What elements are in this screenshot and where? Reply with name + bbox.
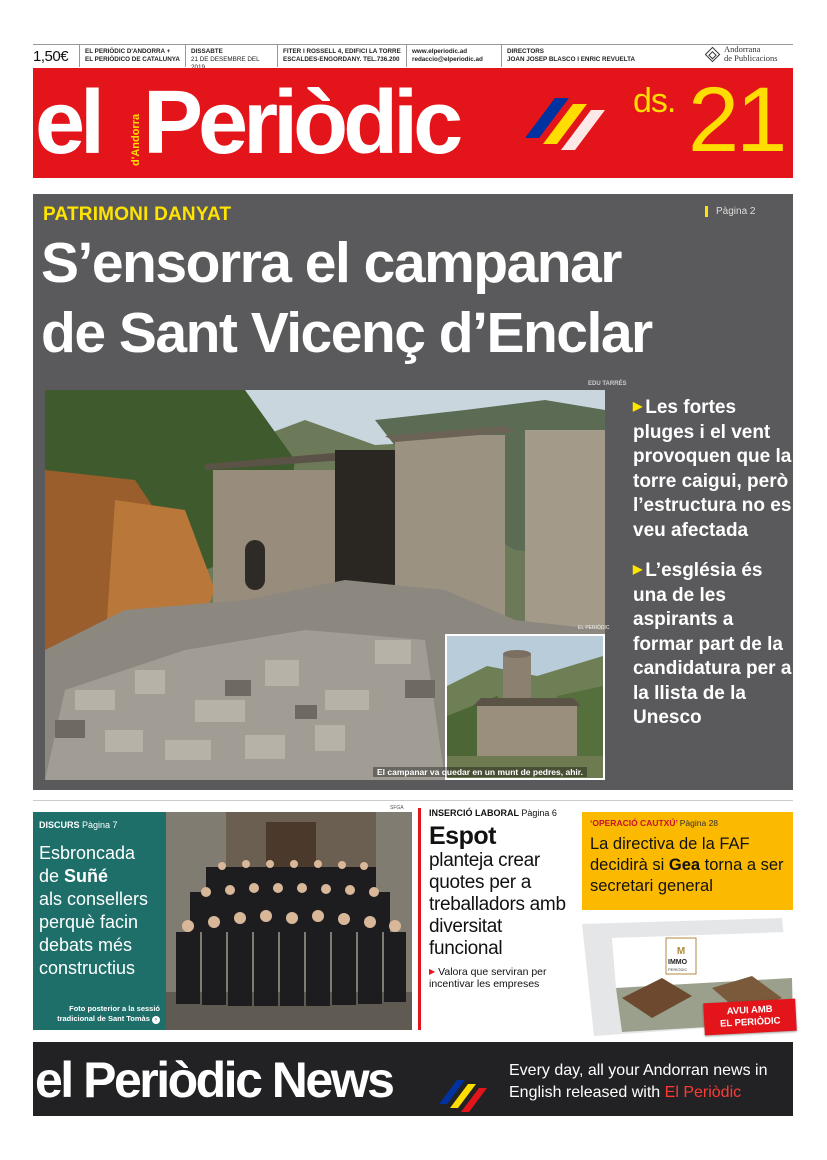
employment-headline: planteja crear quotes per a treballadors amb diversitat funcional	[429, 850, 566, 959]
weekday: ds.	[633, 82, 676, 120]
masthead-info-strip	[33, 44, 793, 66]
lead-bullet: ▶ L’església és una de les aspirants a formar part de la candidatura per a la llista de la Unesco	[633, 560, 792, 728]
news-brand: el Periòdic News	[35, 1052, 393, 1108]
lead-page-ref: Pàgina 2	[705, 206, 755, 217]
website-link[interactable]: www.elperiodic.ad	[412, 48, 468, 55]
supplement-badge: AVUI AMB EL PERIÒDIC	[703, 999, 797, 1036]
flag-slashes-icon	[439, 1080, 489, 1114]
price: 1,50€	[33, 48, 69, 65]
masthead	[33, 68, 793, 178]
immo-title: IMMO	[668, 959, 688, 966]
triangle-icon: ▶	[633, 562, 643, 576]
directors-info: DIRECTORS JOAN JOSEP BLASCO I ENRIC REVUELTA	[501, 45, 701, 67]
employment-label: INSERCIÓ LABORAL Pàgina 6	[429, 808, 557, 818]
section-divider	[33, 800, 793, 801]
speech-headline: Esbroncada de Suñé als consellers perquè facin debats més constructius	[39, 843, 149, 978]
employment-story[interactable]	[418, 808, 578, 1030]
lead-headline[interactable]: S’ensorra el campanar de Sant Vicenç d’Enclar	[41, 231, 652, 365]
faf-story[interactable]	[582, 812, 793, 910]
publisher-diamond-icon	[705, 46, 721, 62]
inset-photo-credit: EL PERIÒDIC	[578, 625, 610, 631]
lead-kicker: PATRIMONI DANYAT	[43, 204, 232, 225]
masthead-name: Periòdic	[143, 73, 459, 173]
lead-photo-credit: EDU TARRÉS	[588, 381, 627, 387]
council-group-photo	[166, 812, 412, 1030]
masthead-dandorra: d'Andorra	[130, 113, 142, 166]
svg-text:M: M	[676, 946, 686, 957]
lead-caption: El campanar va quedar en un munt de pedres, ahir.	[373, 767, 587, 777]
faf-headline: La directiva de la FAF decidirà si Gea torna a ser secretari general	[590, 835, 784, 895]
edition-info: EL PERIÒDIC D'ANDORRA + EL PERIÒDICO DE CATALUNYA	[79, 45, 185, 67]
day-number: 21	[688, 69, 785, 171]
triangle-icon: ▶	[429, 967, 436, 976]
news-tagline: Every day, all your Andorran news in English released with El Periòdic	[509, 1062, 768, 1101]
group-photo-credit: SFGA	[390, 805, 404, 811]
lead-bullets	[633, 394, 793, 745]
email-link[interactable]: redaccio@elperiodic.ad	[412, 56, 483, 63]
immo-subtitle: PERIÒDIC	[668, 967, 688, 972]
employment-subhead: ▶ Valora que serviran per incentivar les empreses	[429, 966, 547, 990]
speech-caption: Foto posterior a la sessió tradicional de Sant Tomàs ›	[57, 1004, 160, 1023]
employment-headline-name: Espot	[429, 822, 496, 850]
speech-label: DISCURS Pàgina 7	[39, 820, 118, 830]
speech-story[interactable]	[33, 812, 166, 1030]
masthead-el: el	[35, 73, 101, 173]
flag-slashes-icon	[525, 98, 605, 158]
bell-tower-before-photo	[445, 634, 605, 780]
faf-label: ‘OPERACIÓ CAUTXÚ’ Pàgina 28	[590, 818, 719, 828]
periodic-news-banner[interactable]	[33, 1042, 793, 1116]
arrow-right-icon: ›	[152, 1016, 160, 1024]
publisher-logo: Andorrana de Publicacions	[701, 45, 778, 63]
triangle-icon: ▶	[633, 399, 643, 413]
address-info: FITER I ROSSELL 4, EDIFICI LA TORRE ESCALDES-ENGORDANY. TEL.736.200	[277, 45, 406, 67]
contact-info	[406, 45, 501, 67]
lead-story[interactable]	[33, 194, 793, 790]
date-info: DISSABTE 21 DE DESEMBRE DEL	[185, 45, 277, 67]
lead-bullet: ▶ Les fortes pluges i el vent provoquen que la torre caigui, però l’estructura no es veu afectada	[633, 397, 792, 541]
